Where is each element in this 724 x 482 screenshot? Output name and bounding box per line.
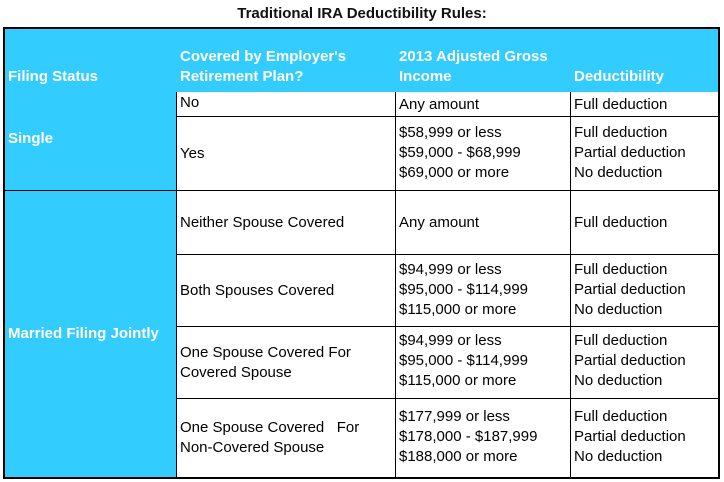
income-line: $95,000 - $114,999 xyxy=(399,352,529,369)
single-yes-income xyxy=(396,117,571,191)
deduction-line: Partial deduction xyxy=(574,144,686,161)
deduction-line: No deduction xyxy=(574,301,663,318)
header-deductibility xyxy=(571,29,718,92)
deduction-line: Partial deduction xyxy=(574,281,686,298)
income-value: Any amount xyxy=(399,213,480,231)
deduction-line: No deduction xyxy=(574,372,663,389)
married-both-income xyxy=(396,255,571,327)
header-filing-status xyxy=(5,29,177,92)
covered-line: One Spouse Covered For xyxy=(180,343,351,361)
income-line: $69,000 or more xyxy=(399,164,510,181)
status-single-label: Single xyxy=(8,130,54,147)
income-line: $188,000 or more xyxy=(399,448,518,465)
income-value: Any amount xyxy=(399,96,480,113)
header-agi-line1: 2013 Adjusted Gross xyxy=(399,48,548,65)
income-line: $94,999 or less xyxy=(399,332,502,349)
single-yes-deduction xyxy=(571,117,718,191)
income-line: $95,000 - $114,999 xyxy=(399,281,529,298)
income-line: $178,000 - $187,999 xyxy=(399,428,538,445)
covered-line: Non-Covered Spouse xyxy=(180,439,325,456)
deduction-value: Full deduction xyxy=(574,213,668,231)
header-covered xyxy=(177,29,396,92)
header-deductibility-label: Deductibility xyxy=(574,68,665,85)
married-neither-covered xyxy=(177,191,396,255)
status-married xyxy=(5,191,177,477)
married-noncovered-deduction xyxy=(571,399,718,477)
income-line: $115,000 or more xyxy=(399,372,517,389)
deduction-line: Partial deduction xyxy=(574,352,686,369)
income-line: $94,999 or less xyxy=(399,261,502,278)
deduction-line: Full deduction xyxy=(574,408,668,425)
income-line: $177,999 or less xyxy=(399,408,510,425)
covered-value: Yes xyxy=(180,144,205,162)
married-one-covered-for-covered xyxy=(177,327,396,399)
covered-value: No xyxy=(180,94,200,111)
married-both-deduction xyxy=(571,255,718,327)
status-married-label: Married Filing Jointly xyxy=(8,325,159,342)
married-neither-income xyxy=(396,191,571,255)
married-neither-deduction xyxy=(571,191,718,255)
deductibility-table xyxy=(3,27,720,479)
header-agi-line2: Income xyxy=(399,68,452,85)
income-line: $58,999 or less xyxy=(399,124,502,141)
covered-value: Both Spouses Covered xyxy=(180,281,335,299)
deduction-line: Full deduction xyxy=(574,332,668,349)
deduction-line: Full deduction xyxy=(574,261,668,278)
single-no-covered xyxy=(177,92,396,117)
covered-line: Covered Spouse xyxy=(180,363,292,381)
header-agi xyxy=(396,29,571,92)
deduction-line: Full deduction xyxy=(574,124,668,141)
deduction-line: No deduction xyxy=(574,448,663,465)
deduction-value: Full deduction xyxy=(574,96,668,113)
status-single xyxy=(5,92,177,191)
income-line: $59,000 - $68,999 xyxy=(399,144,521,161)
single-no-deduction xyxy=(571,92,718,117)
married-one-covered-for-noncovered xyxy=(177,399,396,477)
deduction-line: No deduction xyxy=(574,164,663,181)
married-one-covered-deduction xyxy=(571,327,718,399)
married-noncovered-income xyxy=(396,399,571,477)
header-covered-line1: Covered by Employer's xyxy=(180,48,347,65)
deduction-line: Partial deduction xyxy=(574,428,686,445)
married-one-covered-income xyxy=(396,327,571,399)
married-both-covered xyxy=(177,255,396,327)
single-no-income xyxy=(396,92,571,117)
covered-line: One Spouse Covered For xyxy=(180,419,360,436)
table-title: Traditional IRA Deductibility Rules: xyxy=(237,5,487,22)
single-yes-covered xyxy=(177,117,396,191)
header-filing-status-label: Filing Status xyxy=(8,68,98,85)
covered-value: Neither Spouse Covered xyxy=(180,213,345,231)
header-covered-line2: Retirement Plan? xyxy=(180,68,304,85)
income-line: $115,000 or more xyxy=(399,301,517,318)
